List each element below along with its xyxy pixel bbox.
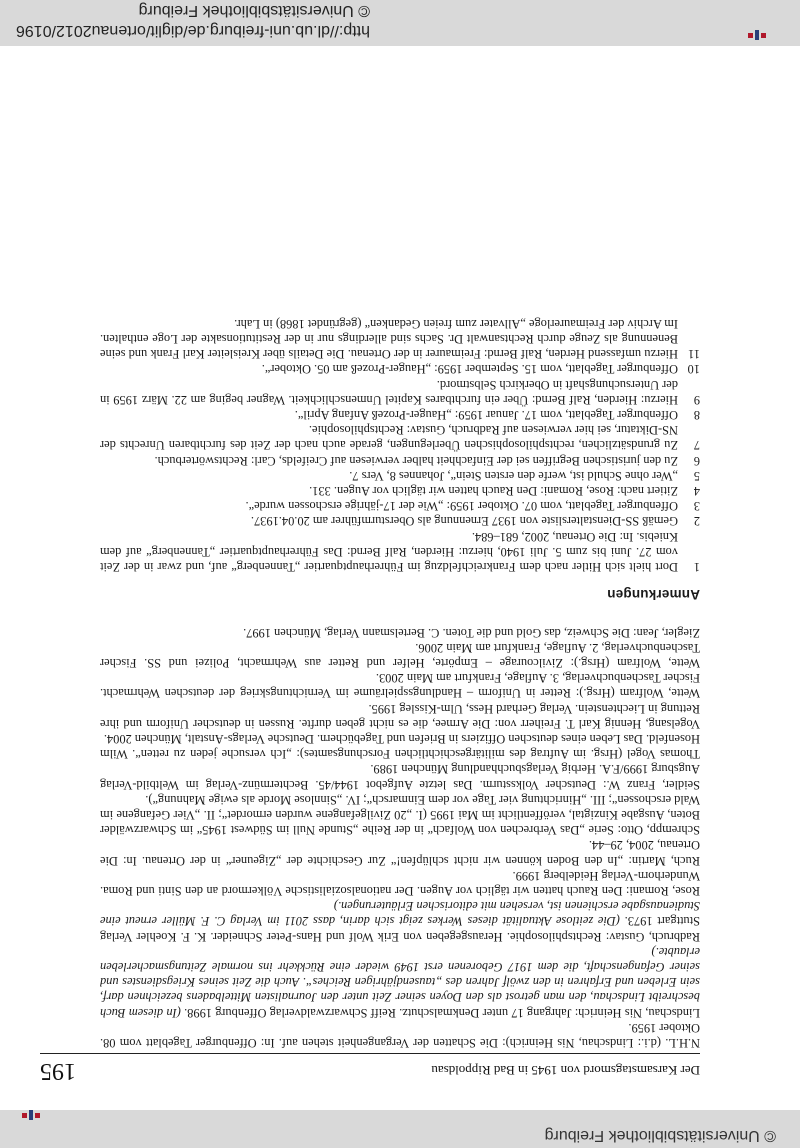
footnote-number: 10 [687, 362, 700, 377]
footnote-number: 8 [693, 408, 700, 423]
footnote-text: Offenburger Tageblatt, vom 17. Januar 1959: „Hauger-Prozeß Anfang April“. [294, 408, 678, 423]
bibliography-entry [100, 624, 700, 639]
footnote [100, 361, 700, 376]
bibliography-entry-text: Rose, Romani: Den Rauch hatten wir täglich vor Augen. Der nationalsozialistische Völkermord an den Sinti und Roma. Wunderhorn-Verlag Heidelberg 1999. [100, 868, 700, 898]
footnote-number: 2 [693, 514, 700, 529]
bibliography-entry-text: Ruch, Martin: „In den Boden können wir nicht schlüpfen!“ Zur Geschichte der „Zigeuner“ in der Ortenau. In: Die Ortenau, 2004, 29–44. [100, 838, 700, 868]
footnote [100, 452, 700, 467]
page-content [100, 316, 700, 1050]
footnote [100, 498, 700, 513]
footnote [100, 407, 700, 422]
bibliography-entry [100, 670, 700, 700]
footnote [100, 316, 700, 362]
institution-label-bottom: © Universitätsbibliothek Freiburg [138, 2, 370, 19]
notes-heading: Anmerkungen [607, 587, 700, 603]
bibliography-entry [100, 792, 700, 838]
footnote-number: 11 [688, 347, 700, 362]
footnote [100, 422, 700, 452]
bibliography-entry-text: Seidler, Franz W.: Deutscher Volkssturm. Das letzte Aufgebot 1944/45. Bechtermünz-Verlag im Weltbild-Verlag Augsburg 1999/F.A. Herbig Verlagsbuchhandlung München 1989. [100, 762, 700, 792]
footnotes-list [100, 316, 700, 574]
footnote-text: Offenburger Tageblatt, vom 07. Oktober 1959: „Wie der 17-jährige erschossen wurde“. [245, 499, 678, 514]
institution-label-top: © Universitätsbibliothek Freiburg [544, 1127, 776, 1144]
bibliography-entry-text: Thomas Vogel (Hrsg. im Auftrag des militärgeschichtlichen Forschungsamtes): „Ich versuche jeden zu retten“. Wilm Hosenfeld. Das Leben eines deutschen Offiziers in Briefen und Tagebüchern. Deutsche Verlags-Anstalt, München 2004. [100, 731, 700, 762]
bibliography-entry-text: Radbruch, Gustav: Rechtsphilosophie. Herausgegeben von Erik Wolf und Hans-Peter Schneider. K. F. Koehler Verlag Stuttgart 1973. [100, 914, 700, 944]
footnote [100, 483, 700, 498]
page-number: 195 [40, 1058, 76, 1084]
footnote-text: Zu den juristischen Begriffen sei der Einfachheit halber verwiesen auf Creifelds, Carl: Rechtswörterbuch. [154, 453, 678, 468]
bibliography-entry-text: Wette, Wolfram (Hrsg.): Retter in Uniform – Handlungsspielräume im Vernichtungskrieg der deutschen Wehrmacht. Fischer Taschenbuchverlag, 3. Auflage, Frankfurt am Main 2003. [100, 671, 700, 701]
footnote-text: Dort hielt sich Hitler nach dem Frankreichfeldzug im Führerhauptquartier „Tannenberg“ auf, und zwar in der Zeit vom 27. Juni bis zum 5. Juli 1940, hierzu: Hierden, Ralf Bernd: Das Führerhauptquartier „Tannenberg“ auf dem Kniebis. In: Die Ortenau, 2002, 681–684. [100, 529, 678, 575]
footnote-text: Gemäß SS-Dienstaltersliste von 1937 Ernennung als Obersturmführer am 20.04.1937. [250, 514, 678, 529]
footnote-number: 3 [693, 499, 700, 514]
bibliography-entry [100, 640, 700, 670]
footnote-text: „Wer ohne Schuld ist, werfe den ersten Stein“, Johannes 8, Vers 7. [349, 468, 678, 483]
footnote-number: 1 [693, 560, 700, 575]
footnote-number: 5 [693, 468, 700, 483]
footnote-text: Zu grundsätzlichen, rechtsphilosophischen Überlegungen, gerade auch nach der Zeit des furchtbaren Unrechts der NS-Diktatur, sei hier verwiesen auf Radbruch, Gustav: Rechtsphilosophie. [100, 423, 678, 453]
footnote [100, 529, 700, 575]
bibliography-entry-text: Lindschau, Nis Heinrich: Jahrgang 17 unter Denkmalschutz. Reiff Schwarzwaldverlag Offenburg 1998. [184, 1005, 700, 1020]
bibliography-entry-text: Ziegler, Jean: Die Schweiz, das Gold und die Toten. C. Bertelsmann Verlag, München 1997. [243, 625, 700, 640]
bibliography-entry-text: N.H.L. (d.i.: Lindschau, Nis Heinrich): Die Schatten der Vergangenheit stehen auf. In: Offenburger Tageblatt vom 08. Oktober 1959. [100, 1020, 700, 1050]
bibliography-entry [100, 898, 700, 944]
bibliography-entry-text: Wette, Wolfram (Hrsg.): Zivilcourage – Empörte, Helfer und Retter aus Wehrmacht, Polizei und SS. Fischer Taschenbuchverlag, 2. Auflage, Frankfurt am Main 2006. [100, 640, 700, 670]
footnote-number: 6 [693, 453, 700, 468]
running-header [40, 1053, 700, 1082]
bibliography-entry [100, 944, 700, 1020]
bibliography-entry-note: (Die zeitlose Aktualität dieses Werkes zeigt sich darin, dass 2011 im Verlag C. F. Müller erneut eine Studienausgabe erschienen ist, versehen mit editorischen Erläuterungen.) [100, 899, 700, 929]
footnote-number: 4 [693, 484, 700, 499]
footnote [100, 513, 700, 528]
university-logo-icon [748, 30, 766, 40]
footnote [100, 468, 700, 483]
footnote-text: Hierzu umfassend Herden, Ralf Bernd: Freimaurer in der Ortenau. Die Details über Kreisleiter Karl Frank und seine Benennung als Zeuge durch Rechtsanwalt Dr. Sachs sind allerdings nur in der Restitutionsakte der Loge enthalten. Im Archiv der Freimaurerloge „Allvater zum freien Gedanken“ (gegründet 1868) in Lahr. [100, 316, 678, 362]
bibliography-entry [100, 837, 700, 867]
bibliography-list [100, 624, 700, 1050]
bibliography-entry [100, 761, 700, 791]
viewer-bottom-bar [0, 0, 800, 46]
footnote-text: Zitiert nach: Rose, Romani: Den Rauch hatten wir täglich vor Augen. 331. [309, 484, 678, 499]
bibliography-entry [100, 700, 700, 730]
bibliography-entry-text: Schrempp, Otto: Serie „Das Verbrechen von Wolfach“ in der Reihe „Stunde Null im Südwest 1945“ im Schwarzwälder Boten, Ausgabe Kinzigtal, veröffentlicht im Mai 1995 (I. „20 Zivilgefangene wurden ermordet“; II. „Vier Gefangene im Wald erschossen“; III. „Hinrichtung vier Tage vor dem Einmarsch“; IV. „Sinnlose Morde als ewige Mahnung“). [100, 792, 700, 838]
footnote-text: Hierzu: Hierden, Ralf Bernd: Über ein furchtbares Kapitel Unmenschlichkeit. Wagner beging am 22. März 1959 in der Untersuchungshaft in Oberkirch Selbstmord. [100, 377, 678, 407]
bibliography-entry-note: (In diesem Buch beschreibt Lindschau, den man getrost als den Doyen seiner Zeit unter den Journalisten Mittelbadens bezeichnen darf, sein Erleben und Erfahren in den zwölf Jahren des „tausendjährigen Reiches“. Auch die Zeit seines Kriegsdienstes und seiner Gefangenschaft, die dem 1917 Geborenen erst 1949 wieder eine Rückkehr ins normale Zeitungsmacherleben erlaubte.) [100, 944, 700, 1020]
bibliography-entry [100, 1020, 700, 1050]
running-title: Der Karsamstagsmord von 1945 in Bad Rippoldsau [431, 1063, 700, 1078]
university-logo-icon [22, 1110, 40, 1120]
viewer-top-bar [0, 1110, 800, 1148]
bibliography-entry [100, 731, 700, 761]
footnote-number: 7 [693, 438, 700, 453]
footnote [100, 376, 700, 406]
footnote-number: 9 [693, 392, 700, 407]
footnote-text: Offenburger Tageblatt, vom 15. September 1959: „Hauger-Prozeß am 05. Oktober“. [261, 362, 678, 377]
bibliography-entry [100, 868, 700, 898]
bibliography-entry-text: Vogelsang, Hennig Karl T. Freiherr von: Die Armee, die es nicht geben durfte. Russen in deutscher Uniform und ihre Rettung in Liechtenstein. Verlag Gerhard Hess, Ulm-Kissleg 1995. [100, 701, 700, 731]
source-url-link[interactable]: http://dl.ub.uni-freiburg.de/diglit/ortenau2012/0196 [15, 22, 370, 39]
